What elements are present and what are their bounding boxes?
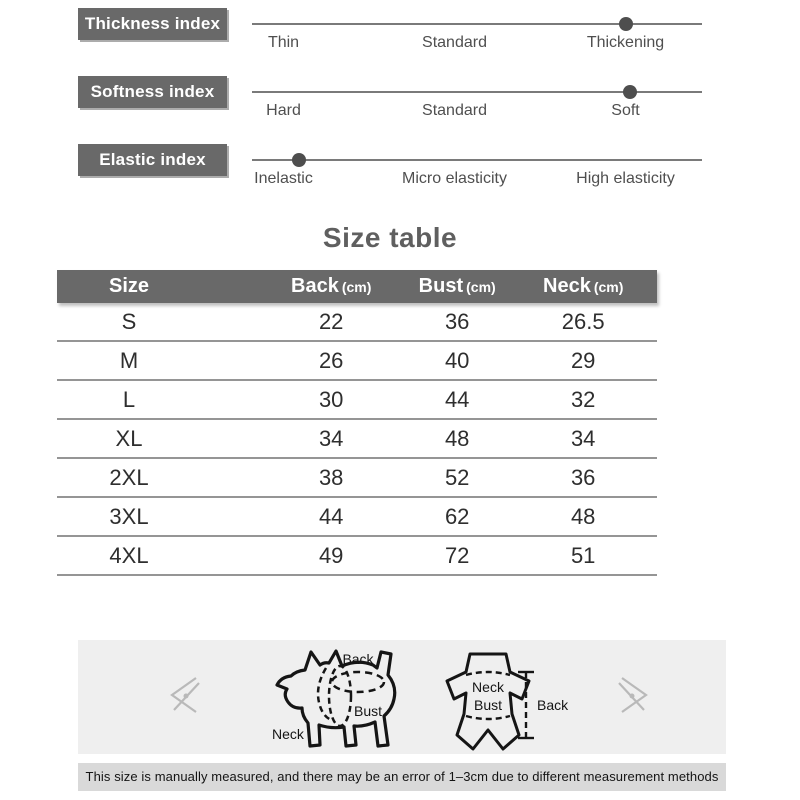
thickness-index-label: Thickness index	[78, 8, 227, 40]
neck-cell: 26.5	[561, 309, 605, 334]
size-cell: S	[121, 309, 137, 334]
tick-inelastic: Inelastic	[254, 170, 313, 187]
slider-line	[252, 159, 702, 161]
tick-micro-elasticity: Micro elasticity	[402, 170, 507, 187]
back-cell: 22	[318, 309, 344, 334]
col-header-back: Back (cm)	[291, 275, 372, 297]
size-cell: M	[119, 348, 139, 373]
dog-measurement-diagram	[268, 644, 428, 752]
size-cell: 4XL	[109, 543, 149, 568]
dog-neck-label: Neck	[272, 726, 304, 742]
tick-thin: Thin	[267, 34, 300, 51]
neck-cell: 36	[570, 465, 596, 490]
size-cell: 3XL	[109, 504, 149, 529]
back-cell: 49	[318, 543, 344, 568]
col-header-neck: Neck (cm)	[543, 275, 624, 297]
thickness-slider	[252, 8, 702, 66]
tick-thickening: Thickening	[586, 34, 665, 51]
size-table	[57, 270, 657, 576]
tick-standard: Standard	[422, 34, 487, 51]
table-row-m	[57, 342, 657, 381]
bust-cell: 62	[444, 504, 470, 529]
neck-cell: 29	[570, 348, 596, 373]
bust-cell: 72	[444, 543, 470, 568]
next-arrow-icon	[614, 672, 652, 718]
thickness-index-row	[0, 6, 800, 70]
size-table-title: Size table	[322, 222, 458, 253]
size-cell: L	[122, 387, 136, 412]
previous-arrow-icon	[166, 672, 204, 718]
tick-hard: Hard	[266, 102, 301, 119]
back-cell: 38	[318, 465, 344, 490]
dog-back-label: Back	[342, 651, 374, 667]
col-header-bust: Bust (cm)	[418, 275, 496, 297]
elastic-index-label: Elastic index	[78, 144, 227, 176]
softness-index-label: Softness index	[78, 76, 227, 108]
table-row-2xl	[57, 459, 657, 498]
slider-line	[252, 23, 702, 25]
bust-cell: 36	[444, 309, 470, 334]
table-row-4xl	[57, 537, 657, 576]
slider-dot	[292, 153, 306, 167]
elastic-index-row	[0, 142, 800, 206]
garment-back-label: Back	[537, 697, 569, 713]
dog-bust-label: Bust	[354, 703, 383, 719]
bust-cell: 48	[444, 426, 470, 451]
back-cell: 26	[318, 348, 344, 373]
softness-index-row	[0, 74, 800, 138]
neck-cell: 51	[570, 543, 596, 568]
measurement-diagram-panel	[78, 640, 726, 754]
back-cell: 30	[318, 387, 344, 412]
size-cell: XL	[115, 426, 143, 451]
col-header-size: Size	[108, 275, 150, 297]
table-row-l	[57, 381, 657, 420]
tick-soft: Soft	[611, 102, 640, 119]
slider-dot	[619, 17, 633, 31]
neck-cell: 34	[570, 426, 596, 451]
neck-cell: 32	[570, 387, 596, 412]
garment-measurement-diagram	[426, 648, 576, 752]
table-row-xl	[57, 420, 657, 459]
bust-cell: 44	[444, 387, 470, 412]
bust-cell: 52	[444, 465, 470, 490]
garment-bust-label: Bust	[473, 697, 503, 713]
size-cell: 2XL	[109, 465, 149, 490]
back-cell: 34	[318, 426, 344, 451]
measurement-disclaimer: This size is manually measured, and there may be an error of 1–3cm due to different measurement methods	[78, 763, 726, 791]
tick-high-elasticity: High elasticity	[576, 170, 675, 187]
slider-dot	[623, 85, 637, 99]
softness-slider	[252, 76, 702, 134]
size-table-header	[57, 270, 657, 303]
table-row-s	[57, 303, 657, 342]
back-cell: 44	[318, 504, 344, 529]
garment-neck-label: Neck	[472, 679, 504, 695]
neck-cell: 48	[570, 504, 596, 529]
tick-standard: Standard	[422, 102, 487, 119]
table-row-3xl	[57, 498, 657, 537]
bust-cell: 40	[444, 348, 470, 373]
elastic-slider	[252, 144, 702, 202]
